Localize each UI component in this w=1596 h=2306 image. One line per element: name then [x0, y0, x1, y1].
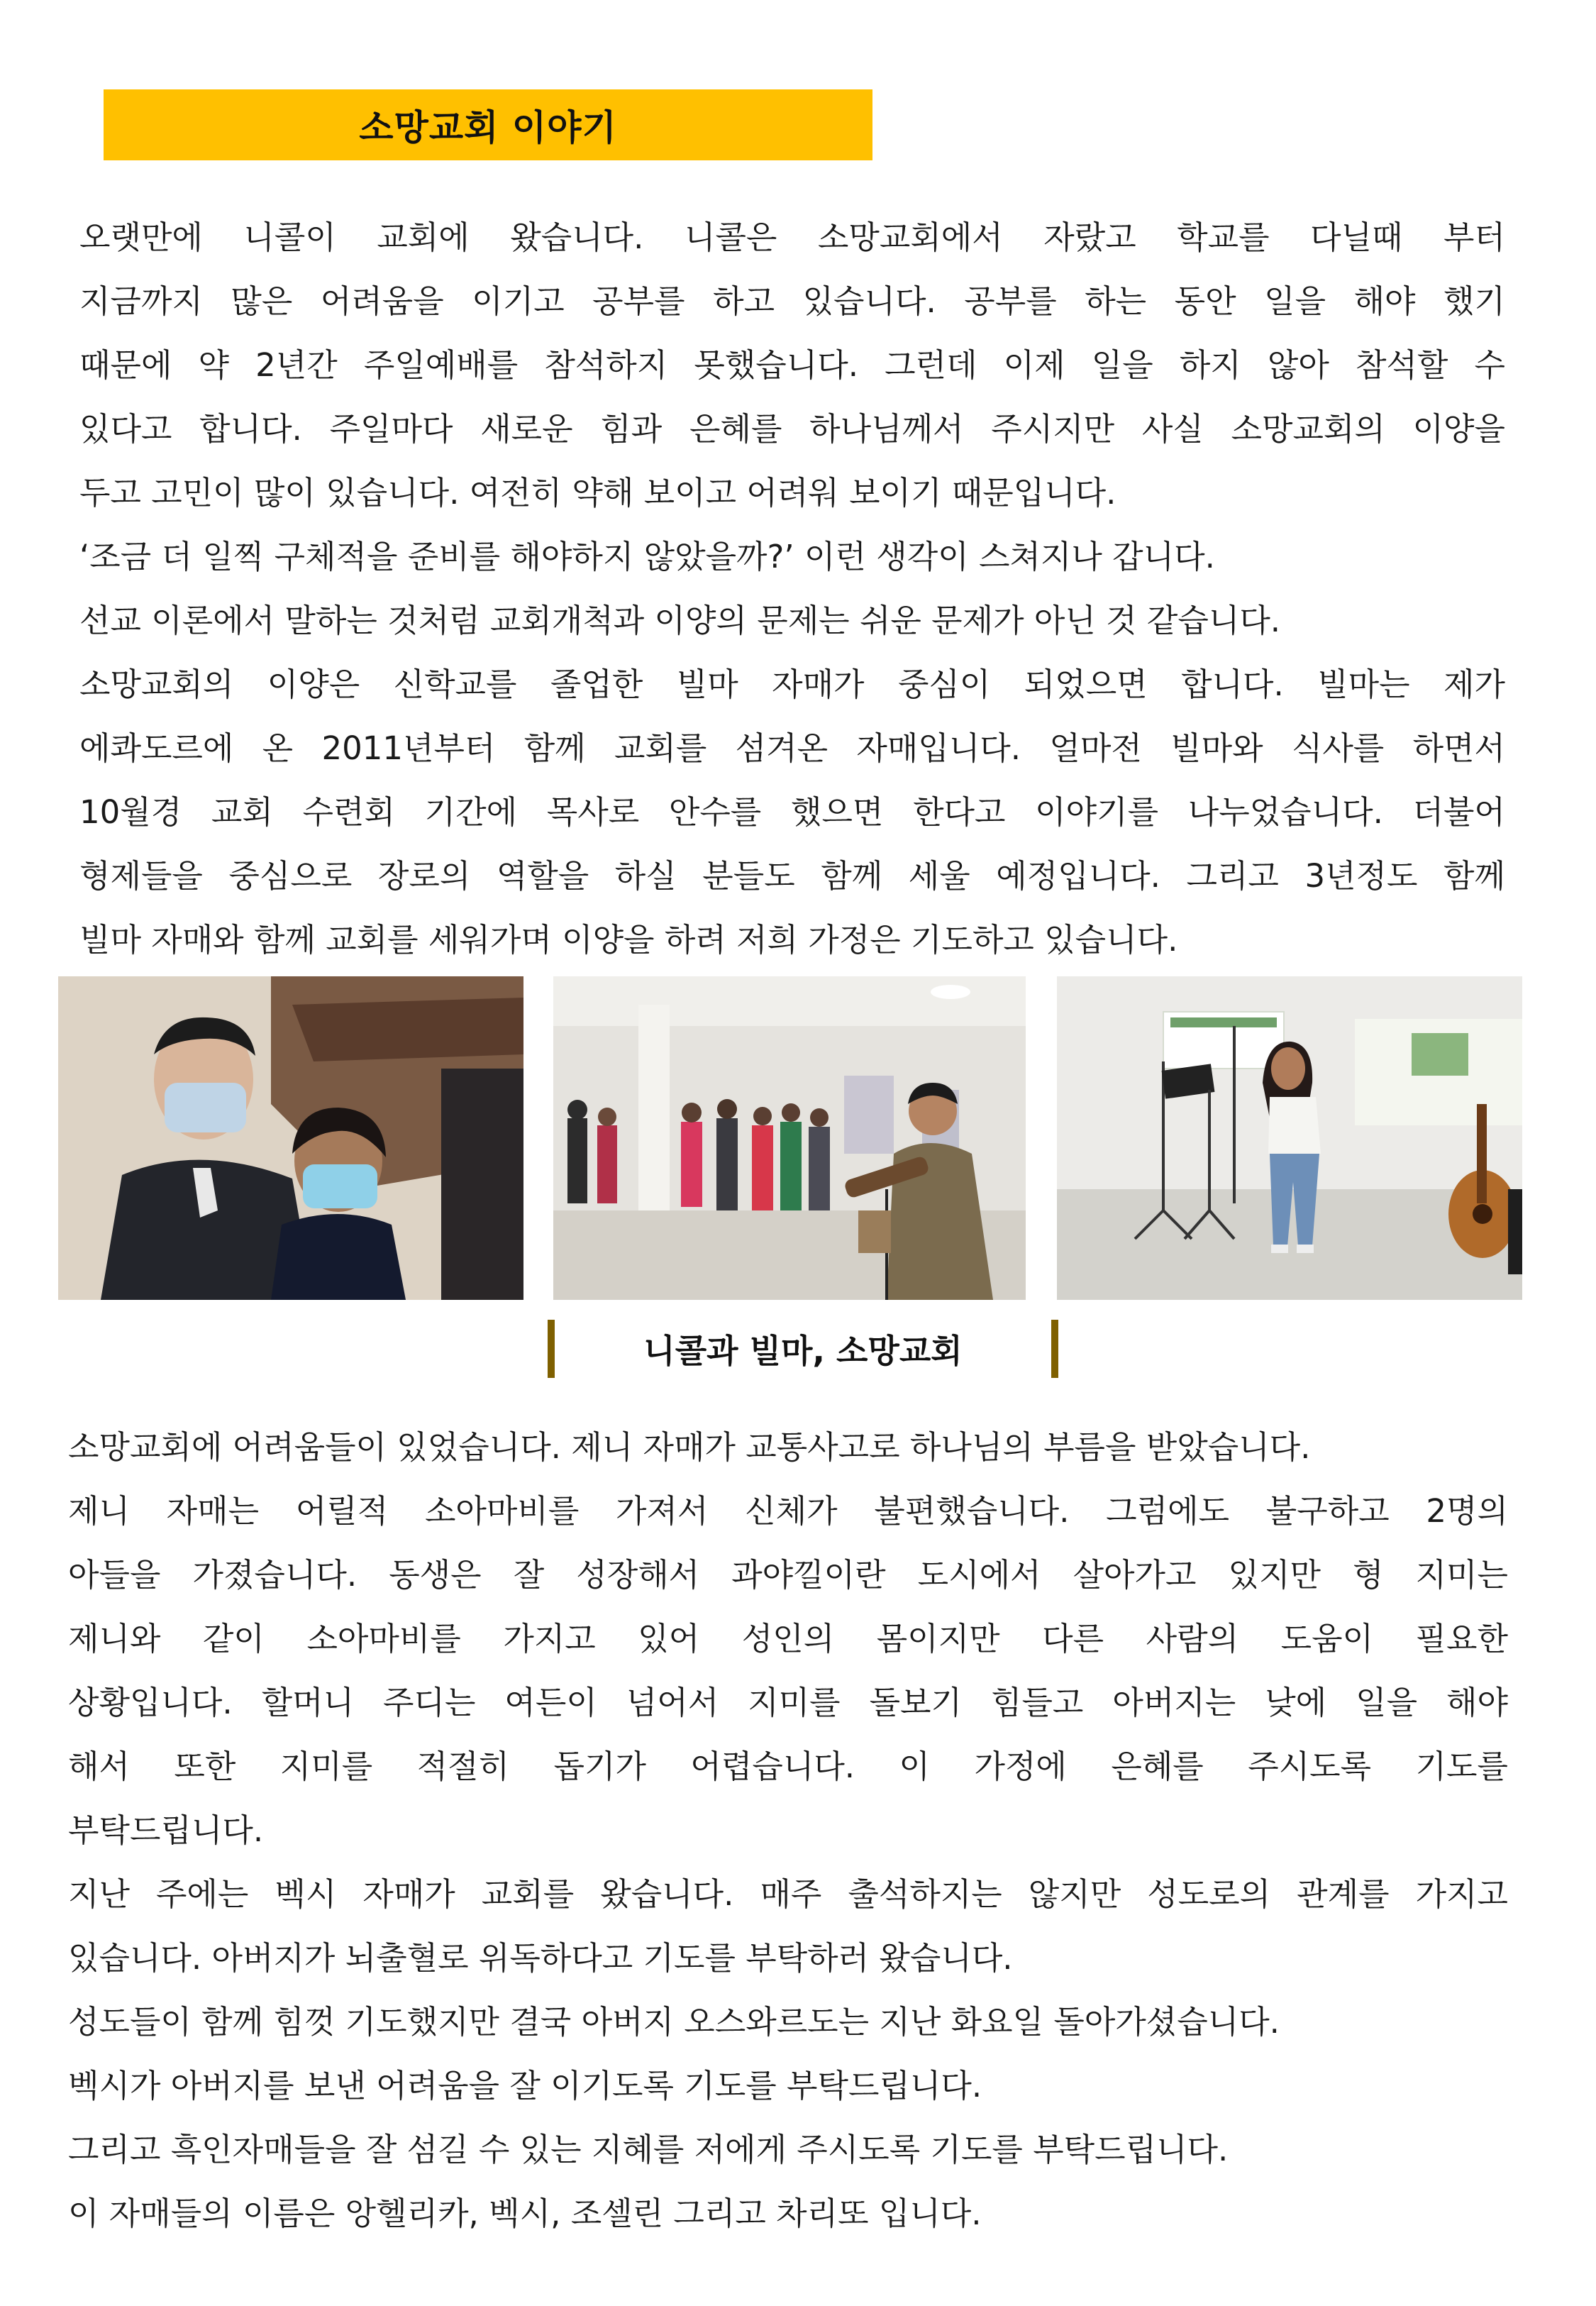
caption-right-bar — [1051, 1320, 1058, 1378]
text-line: 형제들을 중심으로 장로의 역할을 하실 분들도 함께 세울 예정입니다. 그리고 3년정도 함께 — [79, 857, 1505, 895]
text-line: 부탁드립니다. — [68, 1811, 264, 1849]
text-line: 제니 자매는 어릴적 소아마비를 가져서 신체가 불편했습니다. 그럼에도 불구하고 2명의 — [68, 1492, 1508, 1530]
title-banner — [104, 89, 872, 160]
text-line: 소망교회의 이양은 신학교를 졸업한 빌마 자매가 중심이 되었으면 합니다. 빌마는 제가 — [79, 666, 1505, 703]
text-line: 소망교회에 어려움들이 있었습니다. 제니 자매가 교통사고로 하나님의 부름을 받았습니다. — [68, 1428, 1311, 1466]
text-line: 지난 주에는 벡시 자매가 교회를 왔습니다. 매주 출석하지는 않지만 성도로의 관계를 가지고 — [68, 1875, 1508, 1913]
text-line: 성도들이 함께 힘껏 기도했지만 결국 아버지 오스와르도는 지난 화요일 돌아가셨습니다. — [68, 2003, 1280, 2041]
photo-selfie-illustration — [58, 976, 523, 1300]
page-title: 소망교회 이야기 — [359, 107, 617, 148]
text-line: 상황입니다. 할머니 주디는 여든이 넘어서 지미를 돌보기 힘들고 아버지는 낮에 일을 해야 — [68, 1684, 1508, 1721]
text-line: 오랫만에 니콜이 교회에 왔습니다. 니콜은 소망교회에서 자랐고 학교를 다닐때 부터 — [79, 219, 1505, 256]
text-line: 아들을 가졌습니다. 동생은 잘 성장해서 과야낄이란 도시에서 살아가고 있지만 형 지미는 — [68, 1556, 1508, 1594]
text-line: 빌마 자매와 함께 교회를 세워가며 이양을 하려 저희 가정은 기도하고 있습니다. — [79, 921, 1178, 959]
text-line: ‘조금 더 일찍 구체적을 준비를 해야하지 않았을까?’ 이런 생각이 스쳐지나 갑니다. — [79, 538, 1215, 575]
photo-caption — [548, 1317, 1058, 1381]
text-line: 벡시가 아버지를 보낸 어려움을 잘 이기도록 기도를 부탁드립니다. — [68, 2067, 982, 2104]
photo-singer — [1057, 976, 1522, 1300]
text-line: 지금까지 많은 어려움을 이기고 공부를 하고 있습니다. 공부를 하는 동안 일을 해야 했기 — [79, 282, 1505, 320]
caption-left-bar — [548, 1320, 555, 1378]
section-2-text — [68, 1416, 1508, 2246]
text-line: 이 자매들의 이름은 앙헬리카, 벡시, 조셀린 그리고 차리또 입니다. — [68, 2195, 982, 2232]
text-line: 10월경 교회 수련회 기간에 목사로 안수를 했으면 한다고 이야기를 나누었습니다. 더불어 — [79, 793, 1505, 831]
text-line: 해서 또한 지미를 적절히 돕기가 어렵습니다. 이 가정에 은혜를 주시도록 기도를 — [68, 1748, 1508, 1785]
section-1-text — [79, 206, 1505, 972]
text-line: 에콰도르에 온 2011년부터 함께 교회를 섬겨온 자매입니다. 얼마전 빌마와 식사를 하면서 — [79, 729, 1505, 767]
text-line: 그리고 흑인자매들을 잘 섬길 수 있는 지혜를 저에게 주시도록 기도를 부탁드립니다. — [68, 2131, 1229, 2168]
text-line: 때문에 약 2년간 주일예배를 참석하지 못했습니다. 그런데 이제 일을 하지 않아 참석할 수 — [79, 346, 1505, 384]
photo-selfie — [58, 976, 523, 1300]
text-line: 있습니다. 아버지가 뇌출혈로 위독하다고 기도를 부탁하러 왔습니다. — [68, 1939, 1013, 1977]
text-line: 있다고 합니다. 주일마다 새로운 힘과 은혜를 하나님께서 주시지만 사실 소망교회의 이양을 — [79, 410, 1505, 448]
text-line: 선교 이론에서 말하는 것처럼 교회개척과 이양의 문제는 쉬운 문제가 아닌 것 같습니다. — [79, 602, 1281, 639]
caption-text: 니콜과 빌마, 소망교회 — [643, 1332, 963, 1370]
text-line: 제니와 같이 소아마비를 가지고 있어 성인의 몸이지만 다른 사람의 도움이 필요한 — [68, 1620, 1508, 1657]
text-line: 두고 고민이 많이 있습니다. 여전히 약해 보이고 어려워 보이기 때문입니다. — [79, 474, 1116, 512]
photo-congregation — [553, 976, 1026, 1300]
photo-congregation-illustration — [553, 976, 1026, 1300]
photo-singer-illustration — [1057, 976, 1522, 1300]
